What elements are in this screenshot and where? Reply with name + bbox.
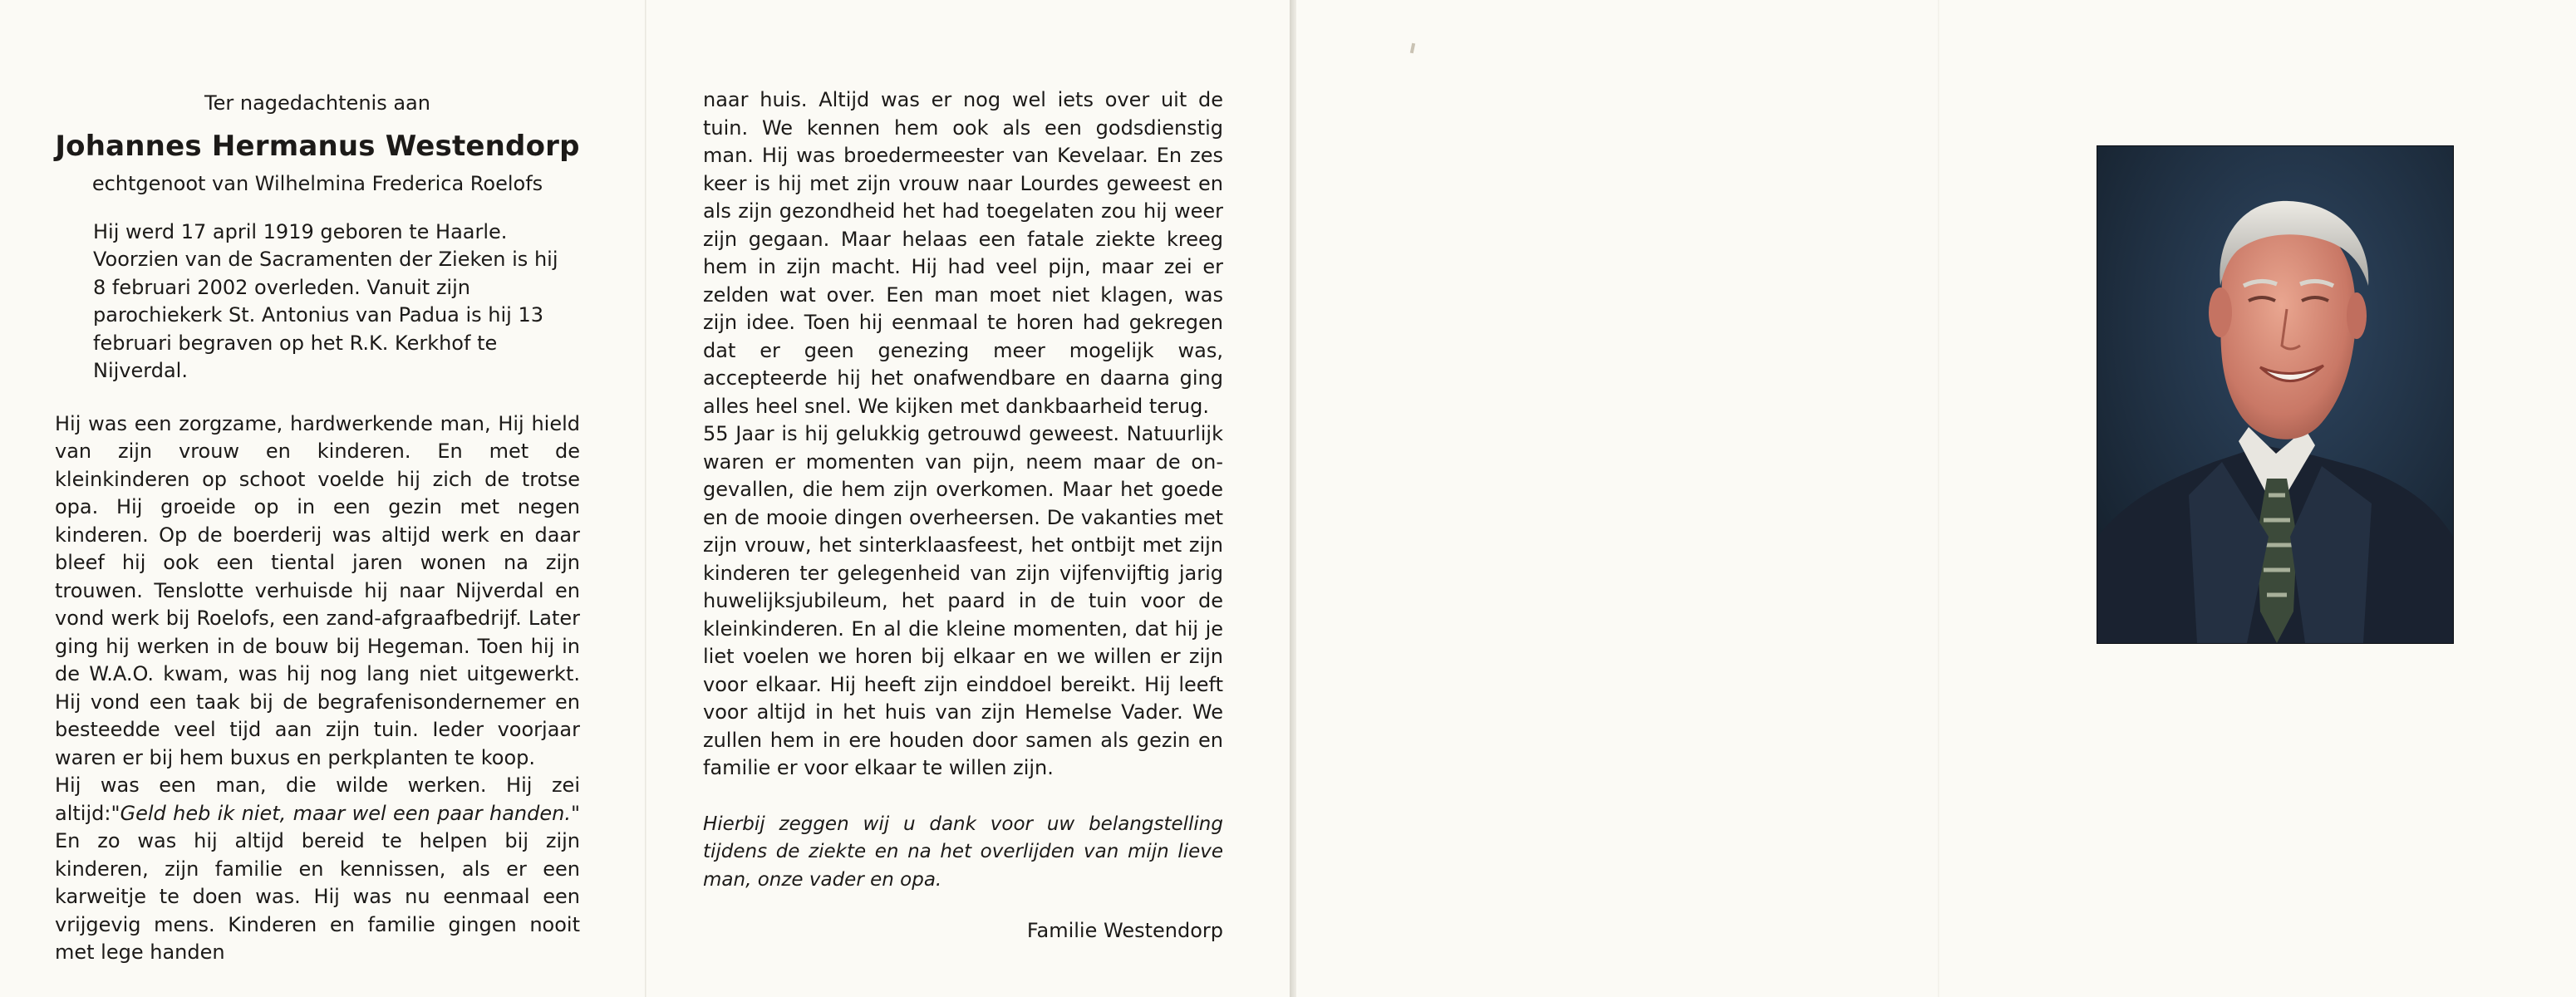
right-ear [2347, 292, 2367, 339]
tribute-paragraph-3: naar huis. Altijd was er nog wel iets over uit de tuin. We kennen hem ook als een godsdienstig man. Hij was broedermeester van Kevelaar. En zes keer is hij met zijn vrouw naar Lourdes geweest en als zijn gezondheid het had toegelaten zou hij weer zijn gegaan. Maar helaas een fatale ziekte kreeg hem in zijn macht. Hij had veel pijn, maar zei er zelden wat over. Een man moet niet klagen, was zijn idee. Toen hij eenmaal te horen had gekregen dat er geen genezing meer mogelijk was, accepteerde hij het onafwendbare en daarna ging alles heel snel. We kijken met dankbaarheid terug. [703, 88, 1223, 418]
center-fold [645, 0, 646, 997]
card-edge-shadow [1290, 0, 1296, 997]
left-column [55, 90, 580, 967]
paragraph-2-end: En zo was hij altijd bereid te helpen bij zijn kinderen, zijn familie en kennissen, als er een karweitje te doen was. Hij was nu eenmaal een vrijgevig mens. Kinderen en familie gingen nooit met lege handen [55, 829, 580, 964]
spouse-line: echtgenoot van Wilhelmina Frederica Roelofs [91, 172, 543, 195]
thank-you-note: Hierbij zeggen wij u dank voor uw belangstelling tijdens de ziekte en na het overlijden van mijn lieve man, onze vader en opa. [703, 813, 1223, 891]
left-ear [2209, 287, 2232, 337]
tribute-paragraph-1: Hij was een zorgzame, hardwerkende man, Hij hield van zijn vrouw en kinderen. En met de kleinkinderen op schoot voelde hij zich de trotse opa. Hij groeide op in een gezin met negen kinderen. Op de boerderij was altijd werk en daar bleef hij ook een tiental jaren wonen na zijn trouwen. Tenslotte verhuisde hij naar Nijverdal en vond werk bij Roelofs, een zand-afgraafbedrijf. Later ging hij werken in de bouw bij Hegeman. Toen hij in de W.A.O. kwam, was hij nog lang niet uitgewerkt. Hij vond een taak bij de begrafenisondernemer en besteedde veel tijd aan zijn tuin. Ieder voorjaar waren er bij hem buxus en perkplanten te koop. [55, 411, 580, 769]
deceased-name: Johannes Hermanus Westendorp [55, 129, 580, 163]
family-signature: Familie Westendorp [1026, 919, 1223, 942]
biographical-details: Hij werd 17 april 1919 geboren te Haarle. Voorzien van de Sacramenten der Zieken is hij 8 februari 2002 overleden. Vanuit zijn parochiekerk St. Antonius van Padua is hij 13 februari begraven op het R.K. Kerkhof te Nijverdal. [93, 219, 558, 382]
portrait-illustration [2097, 146, 2453, 643]
paragraph-2-start: Hij was een man, die wilde werken. Hij zei altijd: [55, 774, 580, 825]
photo-side-fold [1938, 0, 1939, 997]
portrait-photo [2097, 146, 2453, 643]
middle-column [703, 86, 1223, 945]
tribute-paragraph-4: 55 Jaar is hij gelukkig getrouwd geweest. Natuurlijk waren er momenten van pijn, neem maar de on-gevallen, die hem zijn overkomen. Maar het goede en de mooie dingen overheersen. De vakanties met zijn vrouw, het sinterklaasfeest, het ontbijt met zijn kinderen ter gelegenheid van zijn vijfenvijftig jarig huwelijksjubileum, het paard in de tuin voor de kleinkinderen. En al die kleine momenten, dat hij je liet voelen we horen bij elkaar en we willen er zijn voor elkaar. Hij heeft zijn einddoel bereikt. Hij leeft voor altijd in het huis van zijn Hemelse Vader. We zullen hem in ere houden door samen als gezin en familie er voor elkaar te willen zijn. [703, 422, 1223, 779]
tribute-paragraph-2 [55, 772, 580, 967]
quote: "Geld heb ik niet, maar wel een paar handen." [111, 801, 580, 825]
memorial-heading: Ter nagedachtenis aan [204, 91, 430, 115]
